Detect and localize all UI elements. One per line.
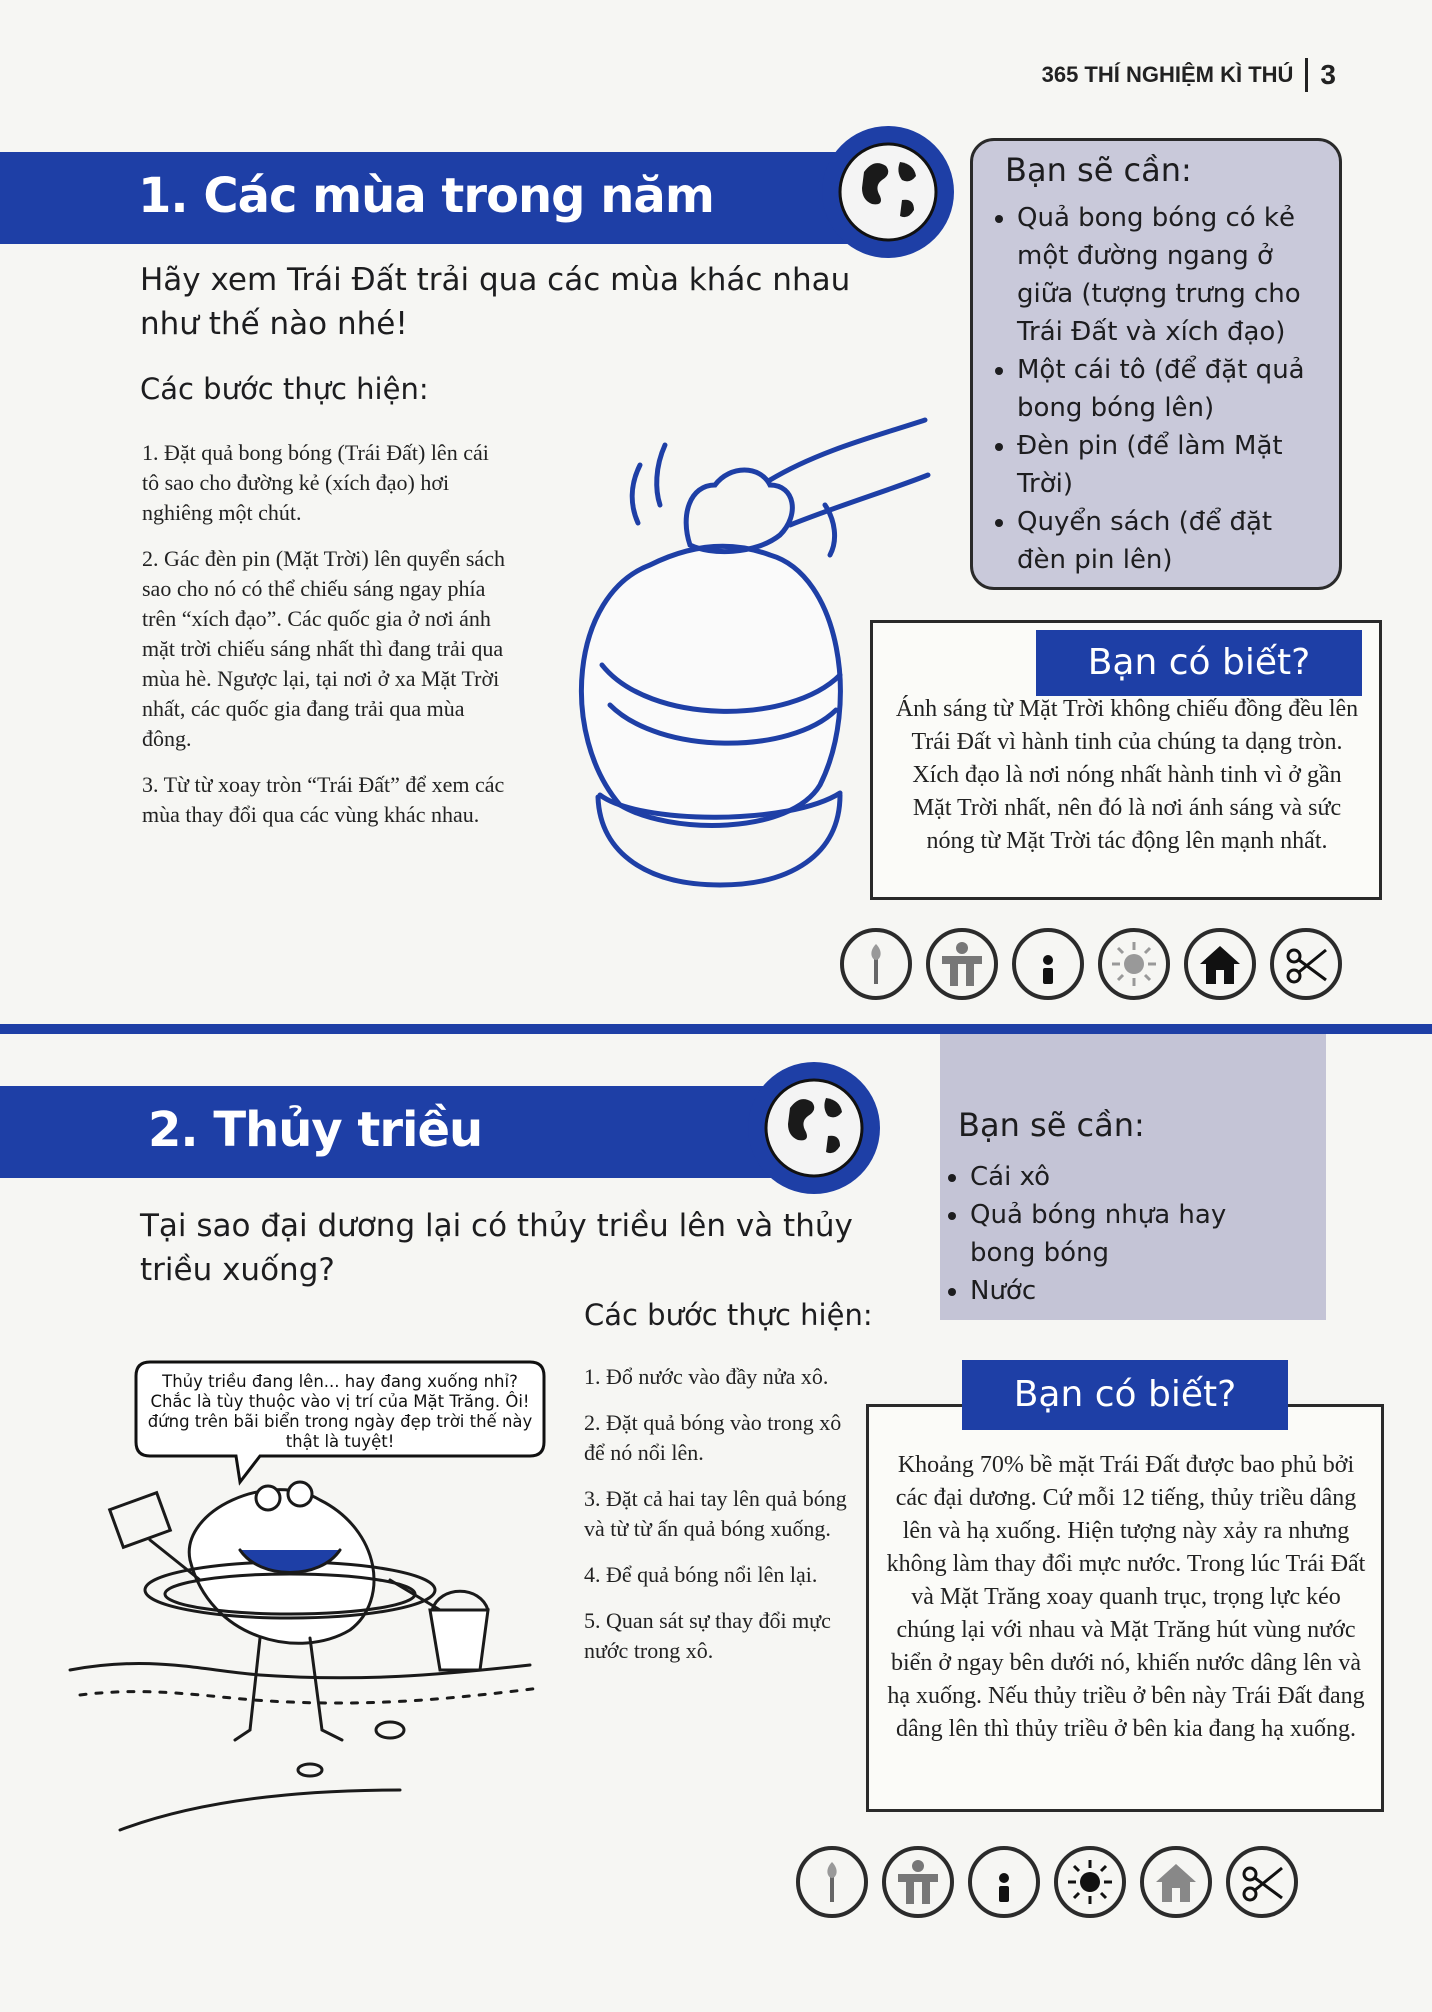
experiment1-steps (142, 438, 506, 846)
globe-icon (812, 122, 964, 262)
step-item: 2. Đặt quả bóng vào trong xô để nó nổi lên. (584, 1410, 842, 1465)
experiment2-subtitle: Tại sao đại dương lại có thủy triều lên và thủy triều xuống? (140, 1208, 853, 1288)
sun-icon (1098, 928, 1170, 1000)
scissors-icon (1270, 928, 1342, 1000)
experiment1-needs-box (970, 138, 1342, 590)
experiment2-steps (584, 1362, 848, 1682)
needs-item: • Nước (970, 1272, 1290, 1310)
adult-help-icon (926, 928, 998, 1000)
experiment2-icon-row (796, 1846, 1298, 1918)
experiment2-fact-box (866, 1404, 1384, 1812)
scissors-icon (1226, 1846, 1298, 1918)
experiment2-title: 2. Thủy triều (148, 1102, 483, 1158)
header-divider (1305, 58, 1308, 92)
globe-icon (738, 1058, 890, 1198)
needs-item: • Quả bong bóng có kẻ một đường ngang ở giữa (tượng trưng cho Trái Đất và xích đạo) (1017, 199, 1327, 351)
beach-character-illustration (60, 1470, 580, 1870)
match-icon (840, 928, 912, 1000)
info-person-icon (968, 1846, 1040, 1918)
fact-text: Khoảng 70% bề mặt Trái Đất được bao phủ bởi các đại dương. Cứ mỗi 12 tiếng, thủy triều dâng lên và hạ xuống. Hiện tượng này xảy ra nhưng không làm thay đổi mực nước. Trong lúc Trái Đất và Mặt Trăng xoay quanh trục, trọng lực kéo chúng lại với nhau và Mặt Trăng hút vùng nước biển ở ngay bên dưới nó, khiến nước dâng lên và hạ xuống. Nếu thủy triều ở bên này Trái Đất đang dâng lên thì thủy triều ở bên kia đang hạ xuống. (886, 1452, 1366, 1742)
needs-title: Bạn sẽ cần: (1005, 151, 1192, 189)
experiment1-subtitle: Hãy xem Trái Đất trải qua các mùa khác nhau như thế nào nhé! (140, 262, 851, 342)
step-item: 1. Đặt quả bong bóng (Trái Đất) lên cái tô sao cho đường kẻ (xích đạo) hơi nghiêng một chút. (142, 440, 489, 525)
step-item: 2. Gác đèn pin (Mặt Trời) lên quyển sách sao cho nó có thể chiếu sáng ngay phía trên “xích đạo”. Các quốc gia ở nơi ánh mặt trời chiếu sáng nhất thì đang trải qua mùa hè. Ngược lại, tại nơi ở xa Mặt Trời nhất, các quốc gia đang trải qua mùa đông. (142, 546, 505, 751)
step-item: 3. Từ từ xoay tròn “Trái Đất” để xem các mùa thay đổi qua các vùng khác nhau. (142, 772, 505, 827)
fact-text: Ánh sáng từ Mặt Trời không chiếu đồng đều lên Trái Đất vì hành tinh của chúng ta dạng tròn. Xích đạo là nơi nóng nhất hành tinh vì ở gần Mặt Trời nhất, nên đó là nơi ánh sáng và sức nóng từ Mặt Trời tác động lên mạnh nhất. (895, 696, 1359, 854)
needs-item: • Đèn pin (để làm Mặt Trời) (1017, 427, 1327, 503)
needs-list (987, 199, 1327, 579)
section-divider (0, 1024, 1432, 1034)
adult-help-icon (882, 1846, 954, 1918)
experiment1-title: 1. Các mùa trong năm (138, 168, 714, 224)
needs-item: • Quyển sách (để đặt đèn pin lên) (1017, 503, 1327, 579)
step-item: 4. Để quả bóng nổi lên lại. (584, 1562, 818, 1587)
experiment2-needs-box (940, 1034, 1326, 1320)
step-item: 3. Đặt cả hai tay lên quả bóng và từ từ ấn quả bóng xuống. (584, 1486, 847, 1541)
needs-list (940, 1158, 1290, 1310)
needs-item: • Một cái tô (để đặt quả bong bóng lên) (1017, 351, 1327, 427)
experiment1-steps-heading: Các bước thực hiện: (140, 372, 429, 406)
house-icon (1184, 928, 1256, 1000)
sun-icon (1054, 1846, 1126, 1918)
page-number: 3 (1320, 59, 1336, 90)
needs-title: Bạn sẽ cần: (958, 1106, 1145, 1144)
series-title: 365 THÍ NGHIỆM KÌ THÚ (1041, 62, 1294, 87)
match-icon (796, 1846, 868, 1918)
experiment1-fact-title: Bạn có biết? (1036, 630, 1362, 696)
experiment2-steps-heading: Các bước thực hiện: (584, 1298, 873, 1332)
experiment2-fact-title: Bạn có biết? (962, 1360, 1288, 1430)
needs-item: • Cái xô (970, 1158, 1290, 1196)
info-person-icon (1012, 928, 1084, 1000)
step-item: 5. Quan sát sự thay đổi mực nước trong xô. (584, 1608, 831, 1663)
house-icon (1140, 1846, 1212, 1918)
speech-bubble-text: Thủy triều đang lên... hay đang xuống nhỉ? Chắc là tùy thuộc vào vị trí của Mặt Trăng. Ôi! đứng trên bãi biển trong ngày đẹp trời thế này thật là tuyệt! (147, 1372, 533, 1451)
needs-item: • Quả bóng nhựa hay bong bóng (970, 1196, 1290, 1272)
step-item: 1. Đổ nước vào đầy nửa xô. (584, 1364, 829, 1389)
page-header (1042, 58, 1336, 92)
experiment1-icon-row (840, 928, 1342, 1000)
